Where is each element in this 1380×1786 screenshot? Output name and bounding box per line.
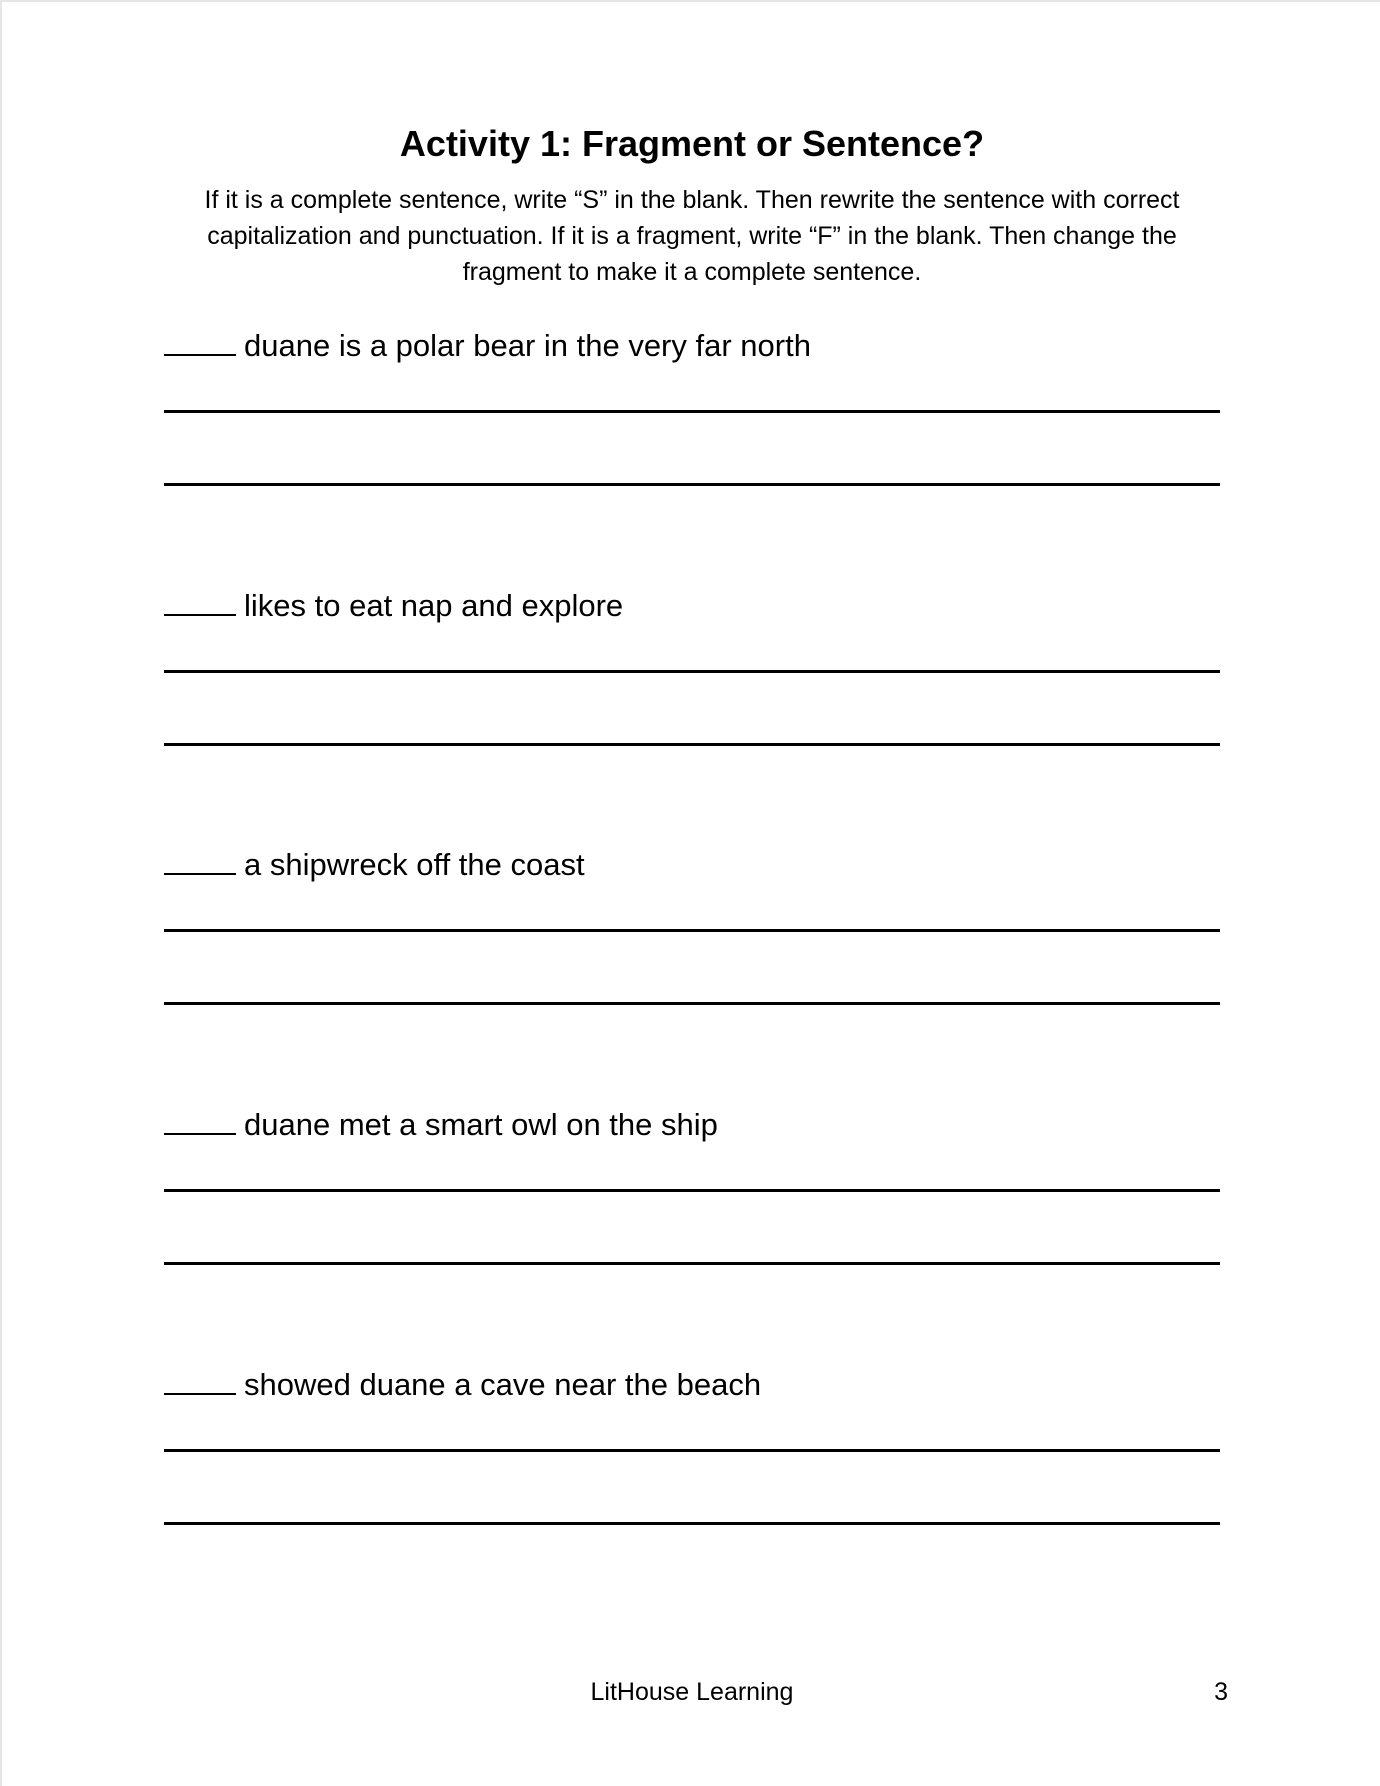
exercise-prompt-text: showed duane a cave near the beach (244, 1367, 762, 1402)
footer-brand: LitHouse Learning (590, 1678, 794, 1706)
rewrite-line-1[interactable] (164, 929, 1220, 932)
exercise-prompt-row (164, 324, 811, 366)
exercise-item-4 (164, 1103, 1220, 1303)
exercise-prompt-text: likes to eat nap and explore (244, 588, 624, 623)
exercise-prompt-row (164, 843, 585, 885)
instructions: If it is a complete sentence, write “S” in the blank. Then rewrite the sentence with correct capitalization and punctuation. If it is a fragment, write “F” in the blank. Then change the fragment to make it a complete sentence. (204, 186, 1180, 286)
rewrite-line-2[interactable] (164, 1522, 1220, 1525)
exercise-prompt-text: a shipwreck off the coast (244, 847, 585, 882)
answer-blank[interactable] (164, 1103, 236, 1135)
rewrite-line-1[interactable] (164, 1189, 1220, 1192)
rewrite-line-2[interactable] (164, 1002, 1220, 1005)
exercise-item-1 (164, 324, 1220, 524)
exercise-prompt-text: duane is a polar bear in the very far north (244, 328, 811, 363)
page-number: 3 (1214, 1678, 1228, 1706)
exercise-prompt-row (164, 1103, 718, 1145)
rewrite-line-1[interactable] (164, 1449, 1220, 1452)
answer-blank[interactable] (164, 1363, 236, 1395)
exercise-prompt-row (164, 1363, 761, 1405)
rewrite-line-1[interactable] (164, 670, 1220, 673)
answer-blank[interactable] (164, 324, 236, 356)
exercise-item-3 (164, 843, 1220, 1043)
rewrite-line-2[interactable] (164, 483, 1220, 486)
rewrite-line-2[interactable] (164, 1262, 1220, 1265)
rewrite-line-2[interactable] (164, 743, 1220, 746)
exercise-prompt-row (164, 584, 623, 626)
exercise-item-2 (164, 584, 1220, 784)
page-title: Activity 1: Fragment or Sentence? (399, 123, 985, 164)
exercise-item-5 (164, 1363, 1220, 1563)
answer-blank[interactable] (164, 584, 236, 616)
exercise-prompt-text: duane met a smart owl on the ship (244, 1107, 718, 1142)
answer-blank[interactable] (164, 843, 236, 875)
rewrite-line-1[interactable] (164, 410, 1220, 413)
